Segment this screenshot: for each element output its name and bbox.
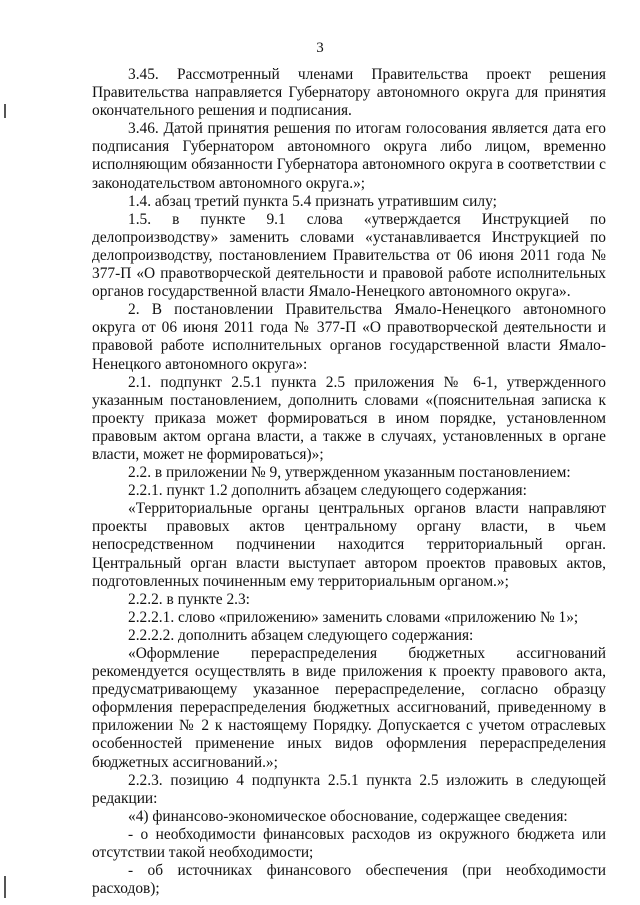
paragraph: 3.46. Датой принятия решения по итогам голосования является дата его подписания Губернатором автономного округа либо лицом, временно исполняющим обязанности Губернатора автономного округа в соответствии с законодательством автономного округа.»; — [92, 120, 606, 192]
paragraph: 3.45. Рассмотренный членами Правительства проект решения Правительства направляется Губернатору автономного округа для принятия окончательного решения и подписания. — [92, 66, 606, 120]
paragraph: 2.1. подпункт 2.5.1 пункта 2.5 приложения № 6-1, утвержденного указанным постановлением, дополнить словами «(пояснительная записка к проекту приказа может формироваться в ином порядке, установленном правовым актом органа власти, а также в случаях, установленных в органе власти, может не формироваться)»; — [92, 373, 606, 463]
paragraph: 2.2.2.2. дополнить абзацем следующего содержания: — [128, 626, 474, 644]
paragraph: - об источниках финансового обеспечения (при необходимости расходов); — [92, 862, 606, 898]
paragraph: «Территориальные органы центральных органов власти направляют проекты правовых актов центральному органу власти, в чьем непосредственном подчинении находится территориальный орган. Центральный орган власти выступает автором проектов правовых актов, подготовленных починенным ему территориальным органом.»; — [92, 500, 606, 590]
paragraph: 2.2.1. пункт 1.2 дополнить абзацем следующего содержания: — [128, 482, 527, 500]
margin-mark — [4, 876, 6, 898]
paragraph: 2.2.2. в пункте 2.3: — [128, 590, 250, 608]
paragraph: 1.4. абзац третий пункта 5.4 признать утратившим силу; — [128, 192, 497, 210]
page-number: 3 — [316, 40, 324, 56]
paragraph: 1.5. в пункте 9.1 слова «утверждается Инструкцией по делопроизводству» заменить словами «устанавливается Инструкцией по делопроизводству, постановлением Правительства от 06 июня 2011 года № 377-П «О правотворческой деятельности и правовой работе исполнительных органов государственной власти Ямало-Ненецкого автономного округа». — [92, 210, 606, 301]
paragraph: 2.2.3. позицию 4 подпункта 2.5.1 пункта 2.5 изложить в следующей редакции: — [92, 771, 606, 807]
margin-mark — [4, 104, 6, 118]
paragraph: - о необходимости финансовых расходов из окружного бюджета или отсутствии такой необходимости; — [92, 825, 606, 862]
paragraph: «4) финансово-экономическое обоснование, содержащее сведения: — [128, 807, 568, 825]
document-body — [92, 66, 606, 898]
paragraph: 2. В постановлении Правительства Ямало-Ненецкого автономного округа от 06 июня 2011 года № 377-П «О правотворческой деятельности и правовой работе исполнительных органов государственной власти Ямало-Ненецкого автономного округа»: — [92, 301, 606, 373]
paragraph: 2.2. в приложении № 9, утвержденном указанным постановлением: — [128, 464, 571, 482]
paragraph: 2.2.2.1. слово «приложению» заменить словами «приложению № 1»; — [128, 608, 579, 626]
paragraph: «Оформление перераспределения бюджетных ассигнований рекомендуется осуществлять в виде приложения к проекту правового акта, предусматривающему указанное перераспределение, согласно образцу оформления перераспределения бюджетных ассигнований, приведенному в приложении № 2 к настоящему Порядку. Допускается с учетом отраслевых особенностей применение иных видов оформления перераспределения бюджетных ассигнований.»; — [92, 645, 606, 771]
